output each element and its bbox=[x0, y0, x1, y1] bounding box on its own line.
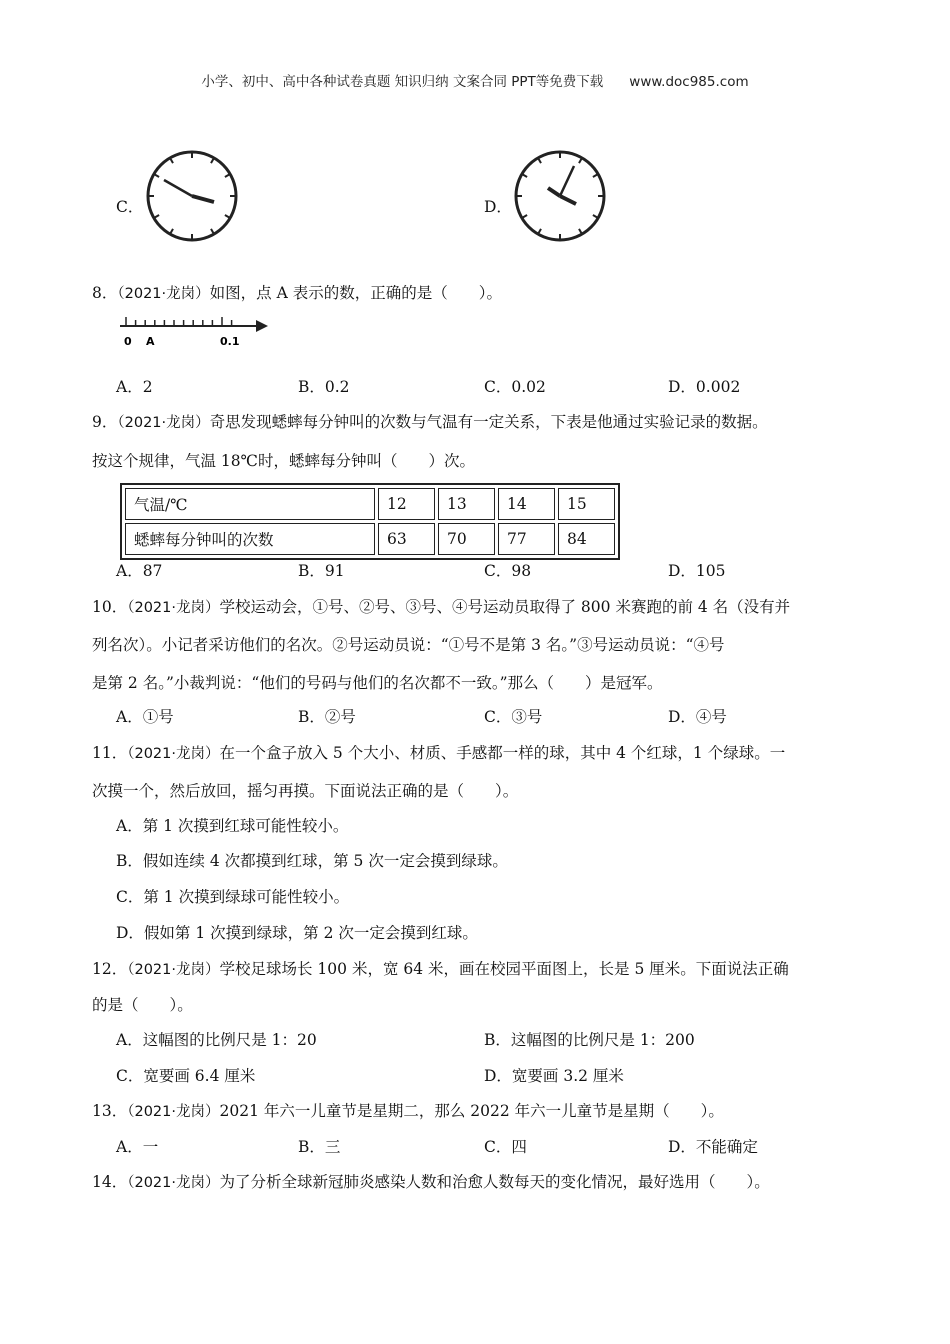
q12-line-1: 12．（2021·龙岗）学校足球场长 100 米，宽 64 米，画在校园平面图上，长是 5 厘米。下面说法正确 bbox=[92, 960, 789, 978]
q11-option-d: D．假如第 1 次摸到绿球，第 2 次一定会摸到红球。 bbox=[116, 924, 478, 942]
clock-d-icon bbox=[512, 148, 608, 244]
q8-line-1: 8．（2021·龙岗）如图，点 A 表示的数，正确的是（ ）。 bbox=[92, 284, 502, 302]
q7-option-c-label: C． bbox=[116, 198, 144, 216]
q9-option-b: B．91 bbox=[298, 562, 345, 580]
page-header bbox=[0, 70, 950, 90]
q12-option-a: A．这幅图的比例尺是 1：20 bbox=[116, 1031, 317, 1049]
q9-line-1: 9．（2021·龙岗）奇思发现蟋蟀每分钟叫的次数与气温有一定关系，下表是他通过实验记录的数据。 bbox=[92, 413, 768, 431]
clock-tick bbox=[593, 215, 598, 218]
q8-option-c: C．0.02 bbox=[484, 378, 546, 396]
q11-line-1: 11．（2021·龙岗）在一个盒子放入 5 个大小、材质、手感都一样的球，其中 4 个红球，1 个绿球。一 bbox=[92, 744, 786, 762]
q10-line-2: 列名次）。小记者采访他们的名次。②号运动员说：“①号不是第 3 名。”③号运动员说：“④号 bbox=[92, 636, 725, 654]
q10-option-b: B．②号 bbox=[298, 708, 356, 726]
q8-option-d: D．0.002 bbox=[668, 378, 741, 396]
clock-tick bbox=[579, 158, 582, 163]
q12-line-2: 的是（ ）。 bbox=[92, 996, 193, 1014]
table-cell: 63 bbox=[378, 523, 435, 555]
table-row bbox=[125, 523, 615, 555]
clock-tick bbox=[211, 229, 214, 234]
q9-option-a: A．87 bbox=[116, 562, 163, 580]
q13-option-c: C．四 bbox=[484, 1138, 527, 1156]
q8-option-a: A．2 bbox=[116, 378, 153, 396]
clock-tick bbox=[522, 215, 527, 218]
table-cell: 蟋蟀每分钟叫的次数 bbox=[125, 523, 375, 555]
table-row bbox=[125, 488, 615, 520]
q14-line-1: 14．（2021·龙岗）为了分析全球新冠肺炎感染人数和治愈人数每天的变化情况，最好选用（ ）。 bbox=[92, 1173, 770, 1191]
q12-option-b: B．这幅图的比例尺是 1：200 bbox=[484, 1031, 695, 1049]
table-cell: 70 bbox=[438, 523, 495, 555]
header-site: www.doc985.com bbox=[629, 74, 749, 90]
table-cell: 气温/℃ bbox=[125, 488, 375, 520]
header-text: 小学、初中、高中各种试卷真题 知识归纳 文案合同 PPT等免费下载 bbox=[201, 74, 604, 90]
clock-tick bbox=[225, 174, 230, 177]
q12-option-c: C．宽要画 6.4 厘米 bbox=[116, 1067, 256, 1085]
q10-line-1: 10．（2021·龙岗）学校运动会，①号、②号、③号、④号运动员取得了 800 米赛跑的前 4 名（没有并 bbox=[92, 598, 791, 616]
nl-label-a: A bbox=[146, 335, 155, 348]
clock-tick bbox=[170, 158, 173, 163]
q10-option-c: C．③号 bbox=[484, 708, 543, 726]
clock-tick bbox=[522, 174, 527, 177]
q9-option-d: D．105 bbox=[668, 562, 726, 580]
clock-c-icon bbox=[144, 148, 240, 244]
q9-option-c: C．98 bbox=[484, 562, 532, 580]
clock-tick bbox=[211, 158, 214, 163]
clock-tick bbox=[225, 215, 230, 218]
clock-tick bbox=[593, 174, 598, 177]
q7-option-d-label: D． bbox=[484, 198, 512, 216]
q8-option-b: B．0.2 bbox=[298, 378, 350, 396]
clock-tick bbox=[154, 174, 159, 177]
nl-label-0: 0 bbox=[124, 335, 132, 348]
clock-tick bbox=[579, 229, 582, 234]
q11-option-b: B．假如连续 4 次都摸到红球，第 5 次一定会摸到绿球。 bbox=[116, 852, 508, 870]
table-cell: 12 bbox=[378, 488, 435, 520]
q9-line-2: 按这个规律，气温 18℃时，蟋蟀每分钟叫（ ）次。 bbox=[92, 452, 475, 470]
table-cell: 13 bbox=[438, 488, 495, 520]
number-line bbox=[116, 316, 272, 350]
clock-tick bbox=[538, 158, 541, 163]
table-cell: 15 bbox=[558, 488, 615, 520]
q13-option-a: A．一 bbox=[116, 1138, 159, 1156]
clock-tick bbox=[538, 229, 541, 234]
cricket-table bbox=[120, 483, 620, 560]
q13-option-b: B．三 bbox=[298, 1138, 341, 1156]
q11-option-a: A．第 1 次摸到红球可能性较小。 bbox=[116, 817, 349, 835]
clock-tick bbox=[154, 215, 159, 218]
clock-tick bbox=[170, 229, 173, 234]
q13-line-1: 13．（2021·龙岗）2021 年六一儿童节是星期二，那么 2022 年六一儿童节是星期（ ）。 bbox=[92, 1102, 724, 1120]
table-cell: 14 bbox=[498, 488, 555, 520]
q11-option-c: C．第 1 次摸到绿球可能性较小。 bbox=[116, 888, 350, 906]
nl-label-01: 0.1 bbox=[220, 335, 240, 348]
q10-option-d: D．④号 bbox=[668, 708, 727, 726]
table-cell: 84 bbox=[558, 523, 615, 555]
q10-option-a: A．①号 bbox=[116, 708, 174, 726]
table-cell: 77 bbox=[498, 523, 555, 555]
q13-option-d: D．不能确定 bbox=[668, 1138, 758, 1156]
q12-option-d: D．宽要画 3.2 厘米 bbox=[484, 1067, 624, 1085]
q10-line-3: 是第 2 名。”小裁判说：“他们的号码与他们的名次都不一致。”那么（ ）是冠军。 bbox=[92, 674, 663, 692]
q11-line-2: 次摸一个，然后放回，摇匀再摸。下面说法正确的是（ ）。 bbox=[92, 782, 519, 800]
